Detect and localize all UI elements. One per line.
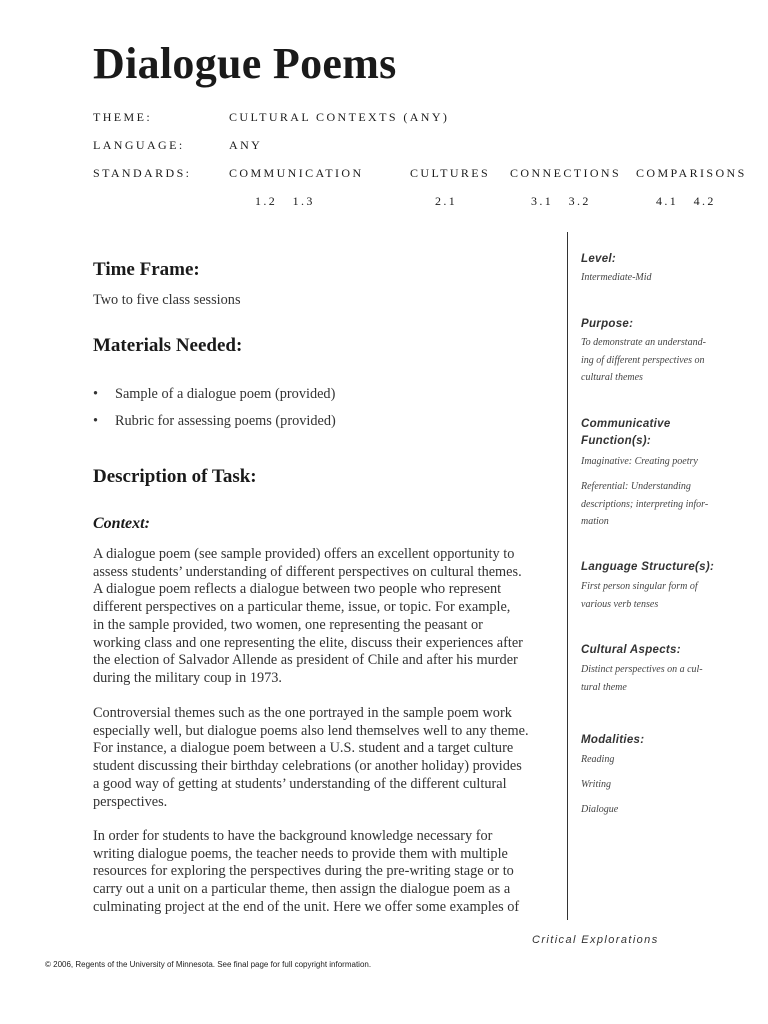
bullet-icon: • [93, 386, 99, 402]
context-heading: Context: [93, 515, 150, 532]
page-title: Dialogue Poems [93, 39, 397, 88]
text-line: student discussing their birthday celebrations (or another holiday) provides [93, 758, 522, 775]
text-line: especially well, but dialogue poems also lend themselves well to any theme. [93, 722, 529, 739]
text-line: the election of Salvador Allende as president of Chile and after his murder [93, 652, 518, 669]
communicative-function-text-1: Imaginative: Creating poetry [581, 456, 698, 467]
material-item-text: Rubric for assessing poems (provided) [115, 413, 336, 429]
language-value: ANY [229, 138, 263, 152]
communicative-function-heading [581, 416, 671, 450]
text-line: cultural themes [581, 372, 643, 383]
text-line: Controversial themes such as the one portrayed in the sample poem work [93, 705, 512, 721]
text-line: Function(s): [581, 435, 652, 447]
standard-comparisons: COMPARISONS [636, 166, 747, 180]
language-label: LANGUAGE: [93, 138, 185, 152]
paragraph-3 [93, 828, 563, 917]
standard-comparisons-numbers: 4.1 4.2 [656, 194, 716, 208]
modality-dialogue: Dialogue [581, 804, 619, 815]
text-line: resources for exploring the perspectives during the pre-writing stage or to [93, 863, 514, 880]
time-frame-text: Two to five class sessions [93, 292, 241, 308]
text-line: writing dialogue poems, the teacher needs to provide them with multiple [93, 845, 508, 862]
communicative-function-text-2 [581, 478, 708, 531]
paragraph-2 [93, 705, 563, 811]
text-line: ing of different perspectives on [581, 354, 705, 366]
footer-brand: Critical Explorations [532, 934, 659, 946]
modalities-heading: Modalities: [581, 734, 645, 746]
standard-connections: CONNECTIONS [510, 166, 622, 180]
text-line: culminating project at the end of the unit. Here we offer some examples of [93, 898, 520, 915]
standard-cultures-numbers: 2.1 [435, 194, 458, 208]
copyright-notice: © 2006, Regents of the University of Minnesota. See final page for full copyright information. [45, 960, 372, 969]
standard-communication-numbers: 1.2 1.3 [255, 194, 315, 208]
text-line: a good way of getting at students’ understanding of the different cultural [93, 775, 507, 792]
text-line: A dialogue poem (see sample provided) offers an excellent opportunity to [93, 546, 515, 562]
purpose-heading: Purpose: [581, 318, 634, 330]
material-item-text: Sample of a dialogue poem (provided) [115, 386, 336, 402]
level-text: Intermediate-Mid [581, 272, 652, 283]
materials-heading: Materials Needed: [93, 335, 243, 356]
time-frame-heading: Time Frame: [93, 259, 200, 280]
standard-cultures: CULTURES [410, 166, 491, 180]
text-line: Referential: Understanding [581, 481, 691, 492]
paragraph-1 [93, 546, 563, 688]
text-line: tural theme [581, 681, 627, 693]
text-line: descriptions; interpreting infor- [581, 498, 709, 510]
cultural-aspects-heading: Cultural Aspects: [581, 644, 681, 656]
text-line: In order for students to have the background knowledge necessary for [93, 828, 493, 844]
text-line: during the military coup in 1973. [93, 669, 283, 686]
text-line: Communicative [581, 418, 671, 430]
list-item [93, 413, 533, 431]
theme-value: CULTURAL CONTEXTS (ANY) [229, 110, 450, 124]
text-line: Distinct perspectives on a cul- [581, 664, 703, 675]
text-line: First person singular form of [581, 581, 698, 592]
standard-connections-numbers: 3.1 3.2 [531, 194, 591, 208]
text-line: assess students’ understanding of different perspectives on cultural themes. [93, 563, 522, 580]
text-line: A dialogue poem reflects a dialogue between two people who represent [93, 581, 502, 598]
bullet-icon: • [93, 413, 99, 429]
sidebar-divider [567, 232, 568, 920]
text-line: carry out a unit on a particular theme, then assign the dialogue poem as a [93, 881, 511, 898]
text-line: For instance, a dialogue poem between a U.S. student and a target culture [93, 740, 514, 757]
text-line: various verb tenses [581, 598, 659, 610]
list-item [93, 386, 533, 404]
level-heading: Level: [581, 253, 617, 265]
text-line: mation [581, 516, 609, 527]
text-line: perspectives. [93, 793, 168, 810]
language-structure-text [581, 578, 698, 613]
text-line: different perspectives on a particular theme, issue, or topic. For example, [93, 599, 511, 616]
standards-label: STANDARDS: [93, 166, 192, 180]
cultural-aspects-text [581, 661, 703, 696]
text-line: working class and one representing the elite, discuss their experiences after [93, 634, 523, 651]
modality-reading: Reading [581, 754, 615, 765]
theme-label: THEME: [93, 110, 153, 124]
language-structure-heading: Language Structure(s): [581, 561, 715, 573]
standard-communication: COMMUNICATION [229, 166, 364, 180]
purpose-text [581, 334, 706, 387]
description-heading: Description of Task: [93, 466, 257, 487]
text-line: To demonstrate an understand- [581, 337, 706, 348]
modality-writing: Writing [581, 779, 612, 790]
text-line: in the sample provided, two women, one representing the peasant or [93, 616, 483, 633]
